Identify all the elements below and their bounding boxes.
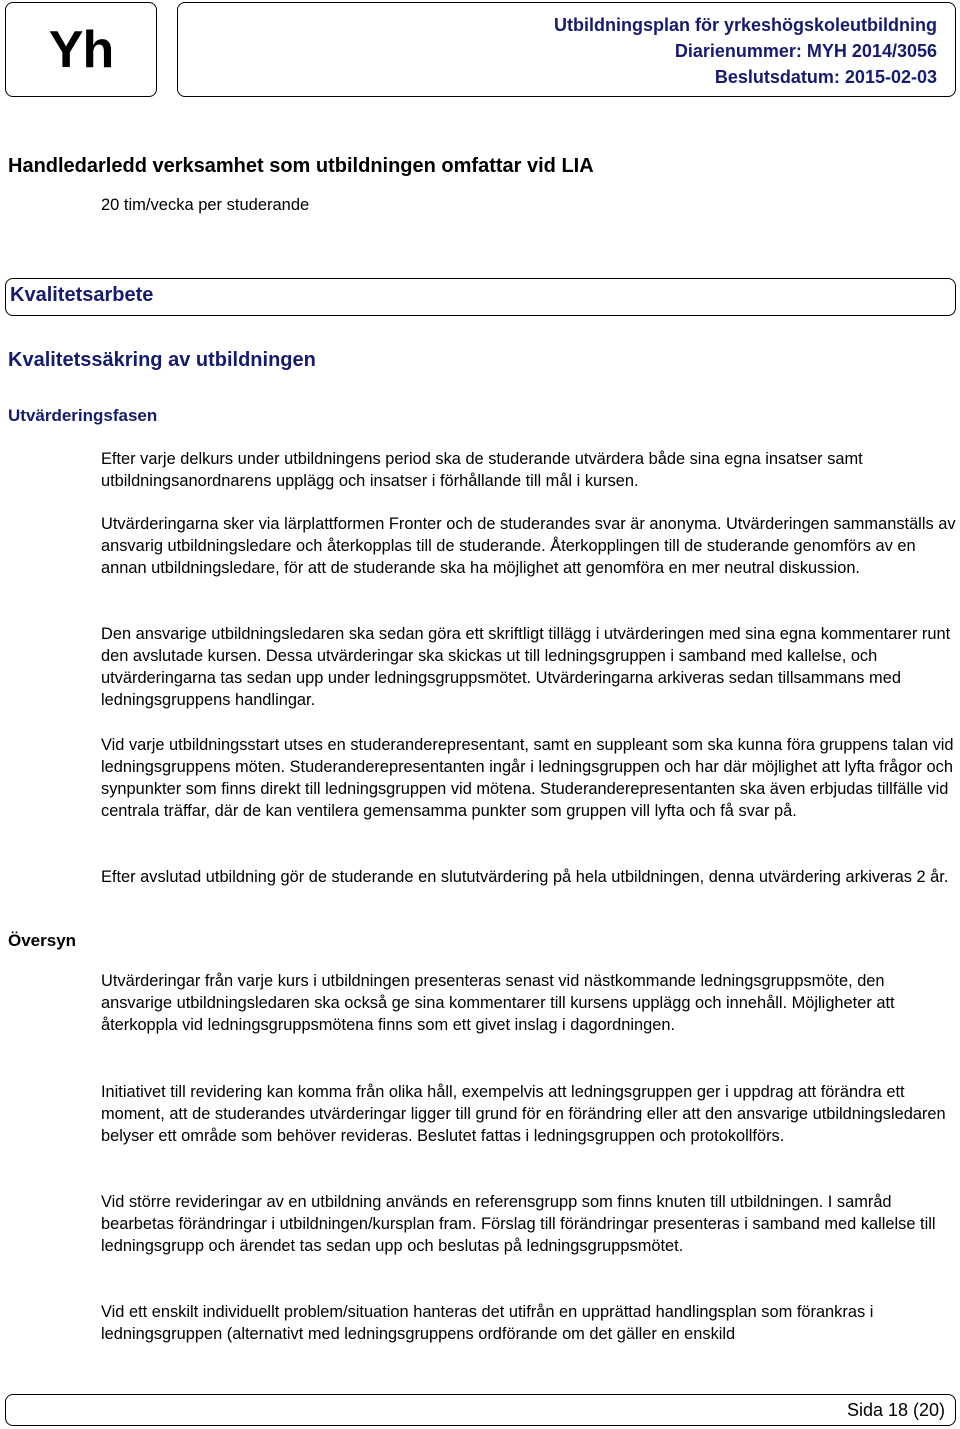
paragraph: Utvärderingar från varje kurs i utbildningen presenteras senast vid nästkommande ledningsgruppsmöte, den ansvarige utbildningsledaren ska också ge sina kommentarer till kursens upplägg och innehåll. Möjligheter att återkoppla vid ledningsgruppsmötena finns som ett givet inslag i dagordningen. <box>101 972 895 1034</box>
paragraph: Efter varje delkurs under utbildningens period ska de studerande utvärdera både sina egna insatser samt utbildningsanordnarens upplägg och insatser i förhållande till mål i kursen. <box>101 450 863 490</box>
beslutsdatum: Beslutsdatum: 2015-02-03 <box>714 67 937 87</box>
paragraph: Vid varje utbildningsstart utses en studeranderepresentant, samt en suppleant som ska kunna föra gruppens talan vid ledningsgruppens möten. Studeranderepresentanten ingår i ledningsgruppen och har där möjlighet att lyfta frågor och synpunkter som finns direkt till ledningsgruppen vid mötena. Studeranderepresentanten ska även erbjudas tillfälle vid centrala träffar, där de kan ventilera gemensamma punkter som gruppen vill lyfta och få svar på. <box>101 736 954 820</box>
lia-value: 20 tim/vecka per studerande <box>101 196 310 214</box>
paragraph: Den ansvarige utbildningsledaren ska sedan göra ett skriftligt tillägg i utvärderingen med sina egna kommentarer runt den avslutade kursen. Dessa utvärderingar ska skickas ut till ledningsgruppen i samband med kallelse, och utvärderingarna tas sedan upp under ledningsgruppsmötet. Utvärderingarna arkiveras sedan tillsammans med ledningsgruppens handlingar. <box>101 625 951 709</box>
side-label-oversyn: Översyn <box>8 931 77 950</box>
section-subtitle: Kvalitetssäkring av utbildningen <box>8 349 316 371</box>
section-title: Kvalitetsarbete <box>5 278 956 316</box>
paragraph: Vid större revideringar av en utbildning används en referensgrupp som finns knuten till utbildningen. I samråd bearbetas förändringar i utbildningen/kursplan fram. Förslag till förändringar presenteras i samband med kallelse till ledningsgrupp och ärendet tas sedan upp och beslutas på ledningsgruppsmötet. <box>101 1193 936 1255</box>
page-number: Sida 18 (20) <box>846 1400 945 1420</box>
page-footer <box>5 1394 956 1426</box>
paragraph: Vid ett enskilt individuellt problem/situation hanteras det utifrån en upprättad handlingsplan som förankras i ledningsgruppen (alternativt med ledningsgruppens ordförande om det gäller en enskild <box>101 1303 874 1343</box>
paragraph: Initiativet till revidering kan komma från olika håll, exempelvis att ledningsgruppen ger i uppdrag att förändra ett moment, att de studerandes utvärderingar ligger till grund för en förändring eller att den ansvarige utbildningsledaren belyser ett område som behöver revideras. Beslutet fattas i ledningsgruppen och protokollförs. <box>101 1083 946 1145</box>
document-header <box>177 2 956 97</box>
paragraph: Efter avslutad utbildning gör de studerande en slututvärdering på hela utbildningen, denna utvärdering arkiveras 2 år. <box>101 868 949 886</box>
yh-logo: Yh <box>5 2 157 97</box>
lia-heading: Handledarledd verksamhet som utbildningen omfattar vid LIA <box>8 155 594 177</box>
phase-heading: Utvärderingsfasen <box>8 406 158 425</box>
document-title: Utbildningsplan för yrkeshögskoleutbildning <box>553 15 937 35</box>
diarienummer: Diarienummer: MYH 2014/3056 <box>674 41 937 61</box>
paragraph: Utvärderingarna sker via lärplattformen Fronter och de studerandes svar är anonyma. Utvärderingen sammanställs av ansvarig utbildningsledare och återkopplas till de studerande. Återkopplingen till de studerande genomförs av en annan utbildningsledare, för att de studerande ska ha möjlighet att genomföra en mer neutral diskussion. <box>101 515 956 577</box>
